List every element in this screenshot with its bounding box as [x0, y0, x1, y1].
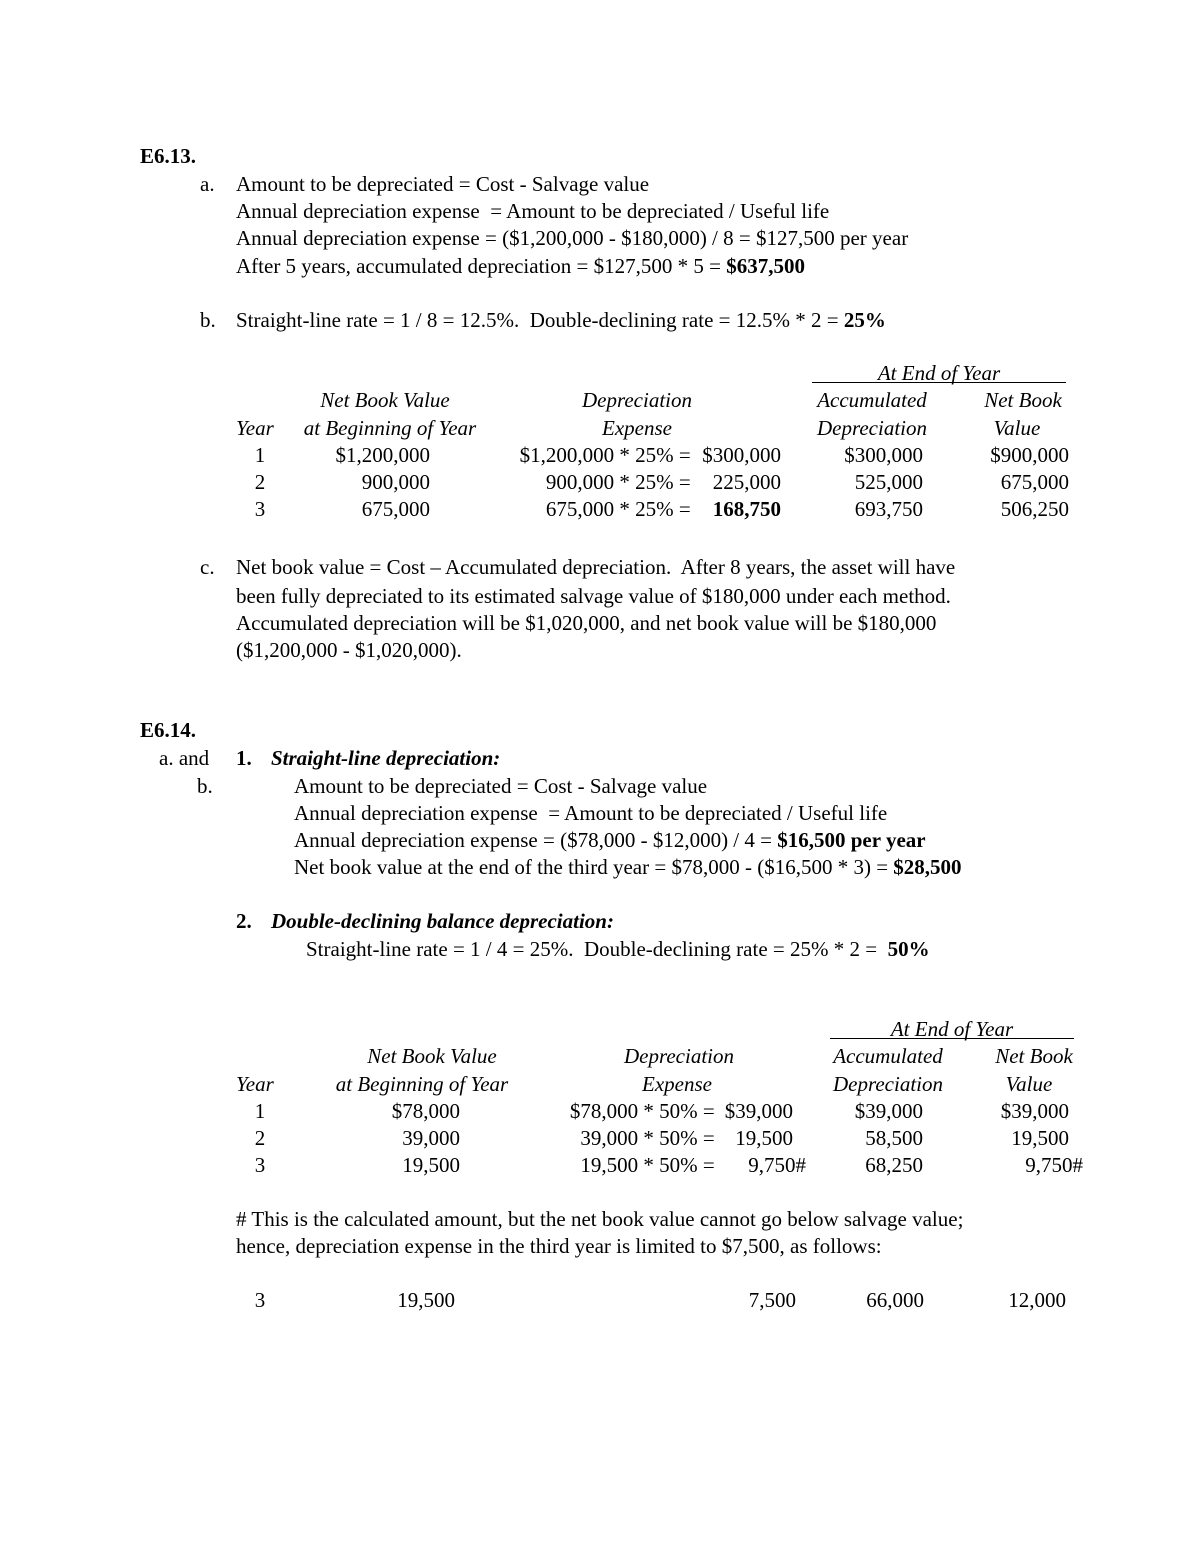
e614-corrected-year: 3	[254, 1288, 266, 1312]
e613-a-marker: a.	[200, 172, 215, 196]
e614-header-dep-1: Depreciation	[623, 1044, 735, 1068]
e613-a-line-1: Amount to be depreciated = Cost - Salvage value	[236, 172, 650, 196]
e614-sl-line-4	[294, 857, 962, 878]
e614-row-2-dep-calc: 39,000 * 50% =	[580, 1126, 720, 1150]
e614-header-year: Year	[236, 1072, 274, 1096]
e614-heading: E6.14.	[140, 718, 197, 742]
e613-header-nbv-begin-1: Net Book Value	[320, 388, 450, 412]
e613-row-1-year: 1	[254, 443, 266, 467]
e613-a-line-4	[236, 256, 805, 277]
e613-header-year: Year	[236, 416, 274, 440]
e614-group-header-rule	[830, 1038, 1074, 1039]
e613-b-rate-result: 25%	[843, 308, 886, 332]
e614-row-3-nbv-end: 9,750#	[1025, 1153, 1083, 1177]
e613-header-nbv-end-2: Value	[993, 416, 1041, 440]
e614-header-accum-2: Depreciation	[832, 1072, 944, 1096]
e614-ddb-rate-result: 50%	[887, 937, 930, 961]
e613-header-dep-2: Expense	[602, 416, 672, 440]
e613-c-marker: c.	[200, 555, 215, 579]
e613-row-2-year: 2	[254, 470, 266, 494]
e614-sl-title: Straight-line depreciation:	[271, 746, 501, 770]
e614-corrected-dep-amount: 7,500	[748, 1288, 796, 1312]
e613-row-3-dep-calc: 675,000 * 25% =	[545, 497, 696, 521]
e613-row-1-dep-calc: $1,200,000 * 25% =	[519, 443, 696, 467]
e613-a-accumulated-result: $637,500	[726, 254, 805, 278]
e613-row-1-dep-amount: $300,000	[702, 443, 781, 467]
e614-row-3-year: 3	[254, 1153, 266, 1177]
e614-row-1-nbv-end: $39,000	[1000, 1099, 1069, 1123]
e614-row-1-dep-calc: $78,000 * 50% =	[569, 1099, 720, 1123]
e613-row-3-nbv-begin: 675,000	[361, 497, 430, 521]
e613-row-2-dep-calc: 900,000 * 25% =	[545, 470, 696, 494]
e614-ddb-rate-text: Straight-line rate = 1 / 4 = 25%. Double-declining rate = 25% * 2 =	[306, 937, 888, 961]
e614-sl-line-3-text: Annual depreciation expense = ($78,000 - $12,000) / 4 =	[294, 828, 778, 852]
e614-corrected-nbv-end: 12,000	[1008, 1288, 1066, 1312]
e613-c-line-3: Accumulated depreciation will be $1,020,000, and net book value will be $180,000	[236, 611, 937, 635]
e614-ddb-number: 2.	[236, 909, 252, 933]
e614-row-3-dep-amount: 9,750#	[748, 1153, 806, 1177]
e614-sl-line-2: Annual depreciation expense = Amount to be depreciated / Useful life	[294, 801, 888, 825]
e613-a-line-3: Annual depreciation expense = ($1,200,000 - $180,000) / 8 = $127,500 per year	[236, 226, 909, 250]
e614-ddb-rate-line	[306, 939, 930, 960]
e614-marker-a-and: a. and	[159, 746, 210, 770]
e613-c-line-4: ($1,200,000 - $1,020,000).	[236, 638, 462, 662]
e614-sl-line-3	[294, 830, 926, 851]
e613-a-line-4-text: After 5 years, accumulated depreciation = $127,500 * 5 =	[236, 254, 727, 278]
e613-header-dep-1: Depreciation	[581, 388, 693, 412]
e614-row-1-nbv-begin: $78,000	[391, 1099, 460, 1123]
e614-header-nbv-end-2: Value	[1005, 1072, 1053, 1096]
e614-corrected-nbv-begin: 19,500	[397, 1288, 455, 1312]
e613-row-3-nbv-end: 506,250	[1000, 497, 1069, 521]
e613-group-header: At End of Year	[877, 361, 1001, 385]
e613-heading: E6.13.	[140, 144, 197, 168]
e614-note-line-1: # This is the calculated amount, but the net book value cannot go below salvage value;	[236, 1207, 964, 1231]
e613-row-2-dep-amount: 225,000	[712, 470, 781, 494]
e613-c-line-1: Net book value = Cost – Accumulated depreciation. After 8 years, the asset will have	[236, 555, 956, 579]
e614-row-2-accum: 58,500	[865, 1126, 923, 1150]
e614-header-nbv-begin-1: Net Book Value	[367, 1044, 497, 1068]
e614-header-dep-2: Expense	[642, 1072, 712, 1096]
e613-row-1-accum: $300,000	[844, 443, 923, 467]
e614-sl-nbv-result: $28,500	[893, 855, 962, 879]
e614-sl-number: 1.	[236, 746, 252, 770]
e614-row-2-nbv-begin: 39,000	[402, 1126, 460, 1150]
e613-b-marker: b.	[200, 308, 216, 332]
e613-row-1-nbv-end: $900,000	[990, 443, 1069, 467]
e614-note-line-2: hence, depreciation expense in the third year is limited to $7,500, as follows:	[236, 1234, 882, 1258]
e614-row-2-dep-amount: 19,500	[735, 1126, 793, 1150]
e614-header-nbv-end-1: Net Book	[995, 1044, 1073, 1068]
e614-row-3-nbv-begin: 19,500	[402, 1153, 460, 1177]
e614-row-1-dep-amount: $39,000	[724, 1099, 793, 1123]
e614-header-accum-1: Accumulated	[833, 1044, 943, 1068]
e614-row-2-year: 2	[254, 1126, 266, 1150]
e614-sl-line-4-text: Net book value at the end of the third year = $78,000 - ($16,500 * 3) =	[294, 855, 894, 879]
e614-sl-line-1: Amount to be depreciated = Cost - Salvage value	[294, 774, 708, 798]
e613-row-2-accum: 525,000	[854, 470, 923, 494]
e613-row-3-dep-amount: 168,750	[712, 497, 781, 521]
e614-row-3-dep-calc: 19,500 * 50% =	[580, 1153, 720, 1177]
e614-group-header: At End of Year	[890, 1017, 1014, 1041]
e613-row-2-nbv-begin: 900,000	[361, 470, 430, 494]
e613-header-nbv-begin-2: at Beginning of Year	[303, 416, 477, 440]
e614-marker-b: b.	[197, 774, 213, 798]
e614-row-1-year: 1	[254, 1099, 266, 1123]
e614-ddb-title: Double-declining balance depreciation:	[271, 909, 614, 933]
e613-header-accum-2: Depreciation	[816, 416, 928, 440]
e613-row-3-accum: 693,750	[854, 497, 923, 521]
e613-group-header-rule	[812, 382, 1066, 383]
e614-sl-annual-result: $16,500 per year	[777, 828, 926, 852]
e613-row-3-year: 3	[254, 497, 266, 521]
e613-row-1-nbv-begin: $1,200,000	[335, 443, 430, 467]
e614-header-nbv-begin-2: at Beginning of Year	[335, 1072, 509, 1096]
e613-c-line-2: been fully depreciated to its estimated salvage value of $180,000 under each method.	[236, 584, 951, 608]
e614-row-2-nbv-end: 19,500	[1011, 1126, 1069, 1150]
e613-row-2-nbv-end: 675,000	[1000, 470, 1069, 494]
e614-row-1-accum: $39,000	[854, 1099, 923, 1123]
e613-header-accum-1: Accumulated	[817, 388, 927, 412]
e614-corrected-accum: 66,000	[866, 1288, 924, 1312]
e613-a-line-2: Annual depreciation expense = Amount to be depreciated / Useful life	[236, 199, 830, 223]
e614-row-3-accum: 68,250	[865, 1153, 923, 1177]
e613-b-line	[236, 310, 886, 331]
e613-b-text: Straight-line rate = 1 / 8 = 12.5%. Double-declining rate = 12.5% * 2 =	[236, 308, 844, 332]
e613-header-nbv-end-1: Net Book	[984, 388, 1062, 412]
